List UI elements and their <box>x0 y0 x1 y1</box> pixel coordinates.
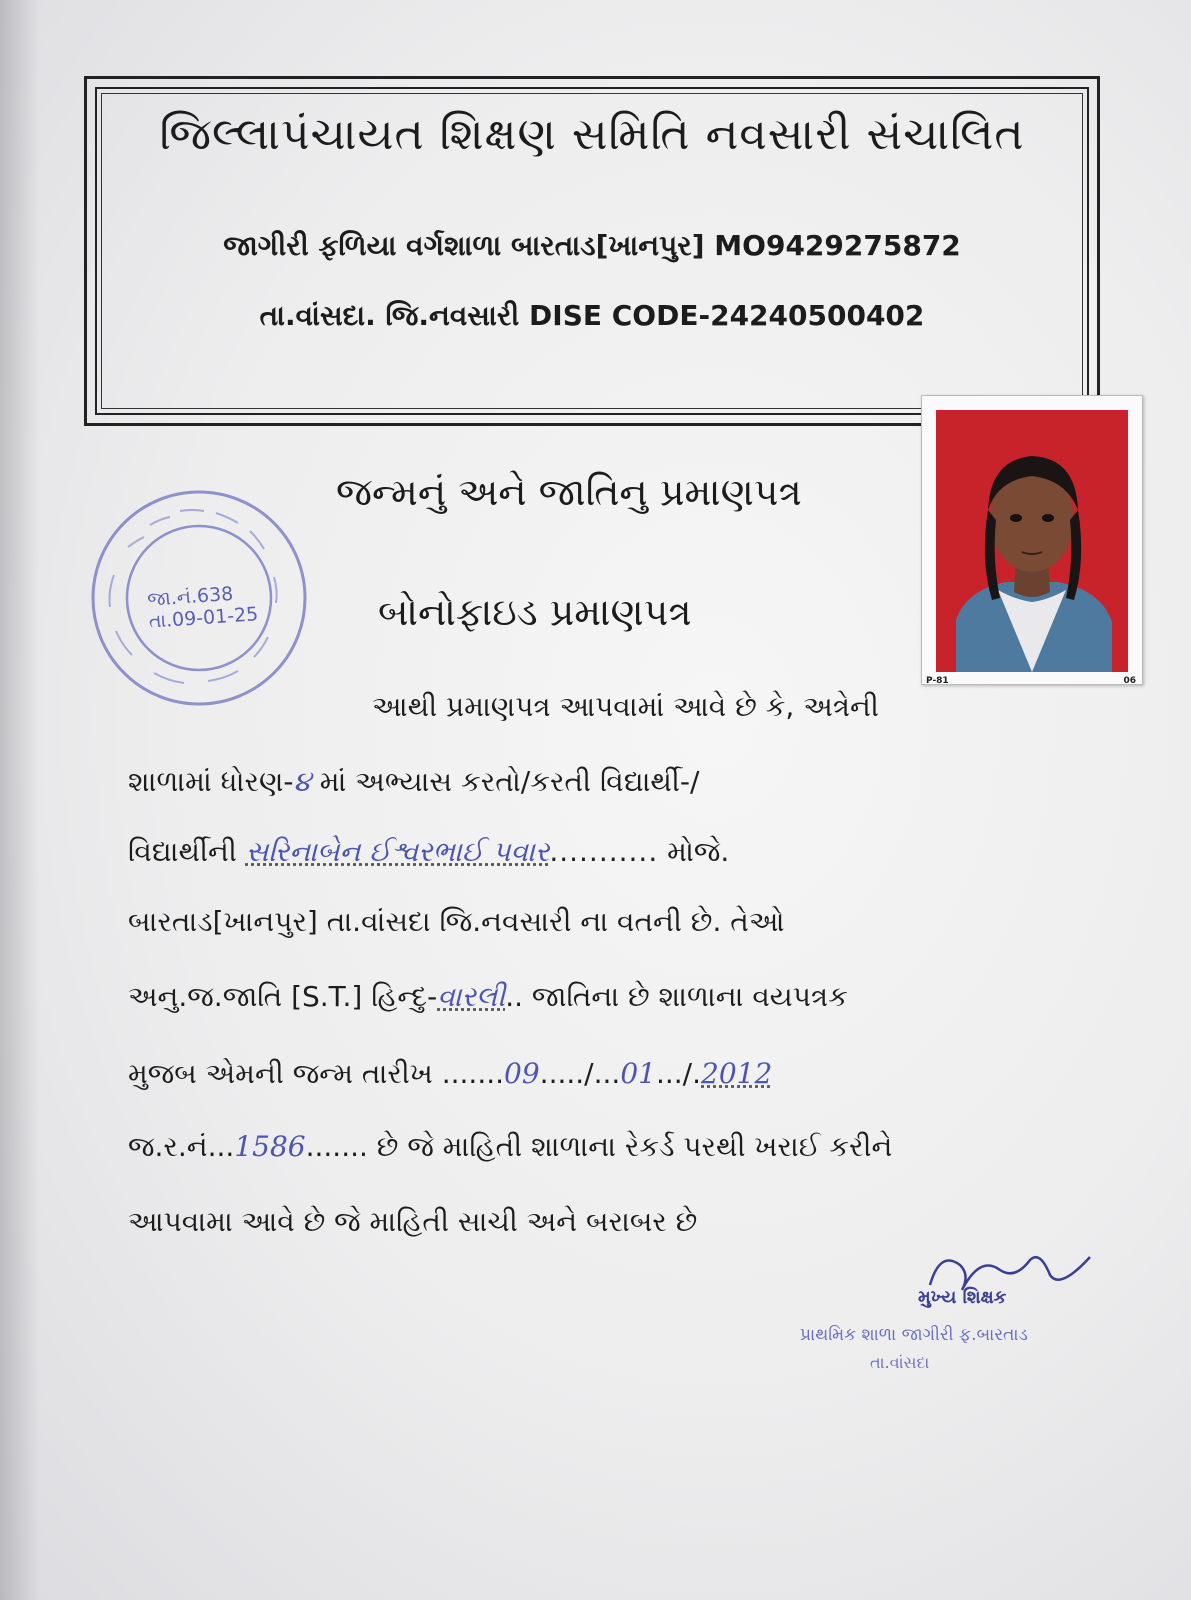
seal-reference <box>147 581 260 633</box>
header-line-2: જાગીરી ફળિયા વર્ગશાળા બારતાડ[ખાનપુર] MO9429275872 <box>223 229 961 262</box>
body-line-5 <box>128 980 848 1014</box>
portrait-image <box>936 410 1128 672</box>
body-line-6: મુજબ એમની જન્મ તારીખ .......09...../...01.../.2012 <box>128 1057 773 1090</box>
gr-number: 1586 <box>234 1130 306 1163</box>
body-line-3 <box>128 835 729 869</box>
body-text-8: આપવામા આવે છે જે માહિતી સાચી અને બરાબર છે <box>128 1205 698 1238</box>
body-text-2a: શાળામાં ધોરણ- <box>128 765 294 798</box>
student-photo <box>921 395 1143 685</box>
dob-month: 01 <box>620 1057 656 1090</box>
body-text-3a: વિદ્યાર્થીની <box>128 835 246 868</box>
body-text-5a: અનુ.જ.જાતિ [S.T.] હિન્દુ- <box>128 980 438 1013</box>
body-line-1 <box>372 690 879 724</box>
photo-code-left: P-81 <box>926 676 949 686</box>
body-line-4 <box>128 905 784 939</box>
handwritten-caste: વારલી <box>437 980 506 1013</box>
body-text-7b: ....... છે જે માહિતી શાળાના રેકર્ડ પરથી ખરાઈ કરીને <box>305 1130 893 1163</box>
body-text-2b: માં અભ્યાસ કરતો/કરતી વિદ્યાર્થી-/ <box>310 765 700 798</box>
body-text-4: બારતાડ[ખાનપુર] તા.વાંસદા જિ.નવસારી ના વતની છે. તેઓ <box>128 905 785 938</box>
certificate-title: જન્મનું અને જાતિનુ પ્રમાણપત્ર <box>336 470 802 514</box>
school-seal <box>88 487 310 709</box>
dob-year: 2012 <box>701 1057 773 1090</box>
body-text-7a: જ.ર.નં... <box>128 1130 235 1163</box>
seal-ref-no: જા.નં.638 <box>146 582 234 611</box>
signature-stamp-line-2: તા.વાંસદા <box>870 1353 930 1372</box>
portrait-icon <box>936 410 1128 672</box>
body-text-5b: .. જાતિના છે શાળાના વયપત્રક <box>505 980 848 1013</box>
dob-day: 09 <box>504 1057 540 1090</box>
body-line-8 <box>128 1205 697 1239</box>
handwritten-standard: ૪ <box>293 765 311 798</box>
paper-shadow <box>0 0 40 1600</box>
body-line-7 <box>128 1130 892 1164</box>
handwritten-student-name: સરિનાબેન ઈશ્વરભાઈ પવાર <box>245 835 550 868</box>
seal-ref-date: તા.09-01-25 <box>148 603 259 633</box>
signature-title: મુખ્ય શિક્ષક <box>918 1287 1007 1308</box>
certificate-subtitle: બોનોફાઇડ પ્રમાણપત્ર <box>378 590 692 634</box>
header-line-3: તા.વાંસદા. જિ.નવસારી DISE CODE-24240500402 <box>259 299 925 332</box>
signature-stamp-line-1: પ્રાથમિક શાળા જાગીરી ફ.બારતાડ <box>800 1325 1028 1345</box>
header-line-1: જિલ્લાપંચાયત શિક્ષણ સમિતિ નવસારી સંચાલિત <box>159 109 1025 160</box>
body-text-6a: મુજબ એમની જન્મ તારીખ ....... <box>128 1057 505 1090</box>
body-text-1: આથી પ્રમાણપત્ર આપવામાં આવે છે કે, અત્રેની <box>372 690 879 723</box>
body-dots-3: ........... <box>549 835 659 868</box>
body-text-3b: મોજે. <box>658 835 730 868</box>
body-line-2 <box>128 765 699 799</box>
photo-code-right: 06 <box>1123 676 1136 686</box>
principal-signature-block <box>800 1245 1180 1385</box>
header-box <box>84 76 1100 426</box>
